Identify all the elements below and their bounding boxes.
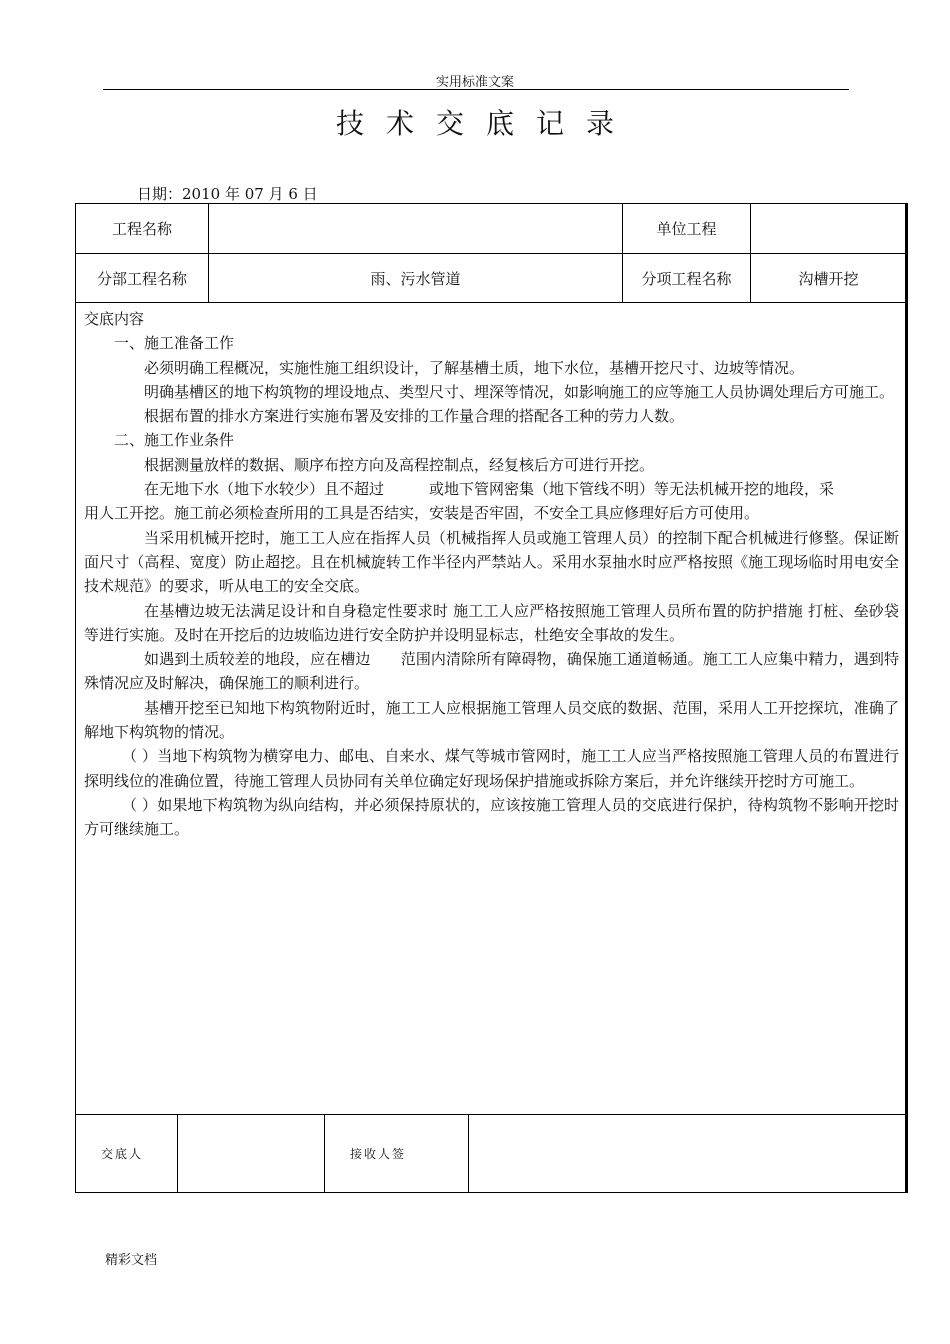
division-project-label: 分部工程名称: [76, 254, 209, 302]
paragraph-10: （ ）当地下构筑物为横穿电力、邮电、自来水、煤气等城市管网时，施工工人应当严格按照施工管理人员的布置进行探明线位的准确位置，待施工管理人员协同有关单位确定好现场保护措施或拆除方案后，并允许继续开挖时方可施工。: [84, 747, 899, 790]
paragraph-2: 明确基槽区的地下构筑物的埋设地点、类型尺寸、埋深等情况，如影响施工的应等施工人员协调处理后方可施工。: [144, 382, 895, 401]
division-row: [76, 254, 905, 303]
page-header: 实用标准文案: [435, 75, 514, 90]
paragraph-1: 必须明确工程概况，实施性施工组织设计，了解基槽土质，地下水位，基槽开挖尺寸、边坡等情况。: [144, 358, 805, 377]
document-date: 日期：2010 年 07 月 6 日: [137, 185, 318, 203]
header-rule: [103, 89, 849, 90]
disclosure-content: [76, 303, 905, 1115]
page-footer: 精彩文档: [105, 1253, 158, 1268]
receiver-signature[interactable]: [469, 1115, 906, 1192]
unit-project-value[interactable]: [751, 204, 906, 253]
paragraph-9: 基槽开挖至已知地下构筑物附近时，施工工人应根据施工管理人员交底的数据、范围，采用人工开挖探坑，准确了解地下构筑物的情况。: [84, 698, 899, 742]
unit-project-label: 单位工程: [623, 204, 751, 253]
subitem-project-value[interactable]: 沟槽开挖: [798, 269, 859, 288]
paragraph-7: 在基槽边坡无法满足设计和自身稳定性要求时 施工工人应严格按照施工管理人员所布置的防护措施 打桩、垒砂袋 等进行实施。及时在开挖后的边坡临边进行安全防护并设明显标志，杜绝安全事故的发生。: [84, 601, 899, 644]
receiver-label: 接收人签: [325, 1115, 469, 1192]
signature-row: [76, 1115, 905, 1192]
discloser-label: 交底人: [76, 1115, 178, 1192]
document-title: 技术交底记录: [335, 107, 636, 140]
paragraph-5a: 在无地下水（地下水较少）且不超过 或地下管网密集（地下管线不明）等无法机械开挖的地段，采: [144, 480, 835, 499]
subitem-project-label: 分项工程名称: [623, 254, 751, 302]
paragraph-3: 根据布置的排水方案进行实施布署及安排的工作量合理的搭配各工种的劳力人数。: [144, 407, 685, 426]
paragraph-11: （ ）如果地下构筑物为纵向结构，并必须保持原状的，应该按施工管理人员的交底进行保护，待构筑物不影响开挖时方可继续施工。: [84, 795, 899, 839]
paragraph-4: 根据测量放样的数据、顺序布控方向及高程控制点，经复核后方可进行开挖。: [144, 455, 655, 474]
division-project-value[interactable]: 雨、污水管道: [209, 254, 623, 302]
disclosure-record-table: [75, 203, 908, 1193]
project-name-value[interactable]: [209, 204, 623, 253]
section1-title: 一、施工准备工作: [114, 334, 235, 353]
paragraph-6: 当采用机械开挖时，施工工人应在指挥人员（机械指挥人员或施工管理人员）的控制下配合机械进行修整。保证断面尺寸（高程、宽度）防止超挖。且在机械旋转工作半径内严禁站人。采用水泵抽水时应严格按照《施工现场临时用电安全技术规范》的要求，听从电工的安全交底。: [84, 528, 899, 596]
project-name-label: 工程名称: [76, 204, 209, 253]
paragraph-8: 如遇到土质较差的地段，应在槽边 范围内清除所有障碍物，确保施工通道畅通。施工工人应集中精力，遇到特殊情况应及时解决，确保施工的顺利进行。: [84, 650, 899, 693]
discloser-signature[interactable]: [178, 1115, 325, 1192]
paragraph-5b: 用人工开挖。施工前必须检查所用的工具是否结实，安装是否牢固，不安全工具应修理好后方可使用。: [84, 504, 760, 523]
project-name-row: [76, 204, 905, 254]
section2-title: 二、施工作业条件: [114, 431, 235, 450]
content-heading: 交底内容: [84, 310, 145, 328]
